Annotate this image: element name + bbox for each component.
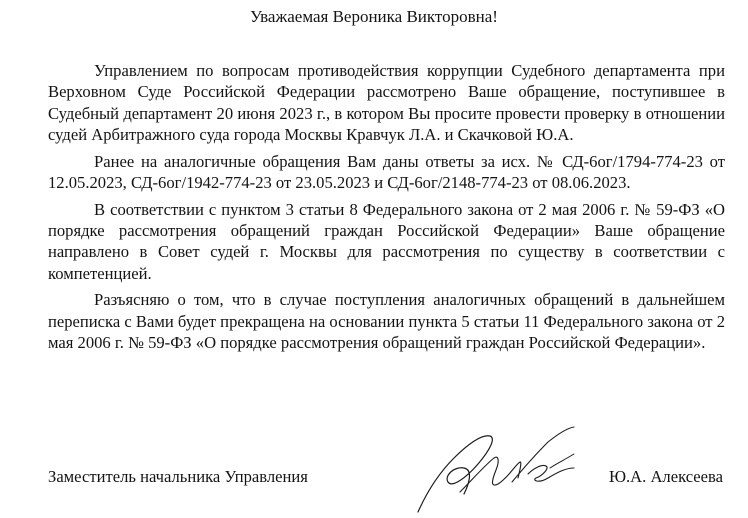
letter-body xyxy=(48,60,725,359)
signature-stroke xyxy=(418,436,492,512)
letter-paragraph: Ранее на аналогичные обращения Вам даны ответы за исх. № СД-6ог/1794-774-23 от 12.05.2023, СД-6ог/1942-774-23 от 23.05.2023 и СД-6ог/2148-774-23 от 08.06.2023. xyxy=(48,151,725,192)
letter-paragraph: Управлением по вопросам противодействия коррупции Судебного департамента при Верховном Суде Российской Федерации рассмотрено Ваше обращение, поступившее в Судебный департамент 20 июня 2023 г., в котором Вы просите провести проверку в отношении судей Арбитражного суда города Москвы Кравчук Л.А. и Скачковой Ю.А. xyxy=(48,61,725,144)
signature-stroke xyxy=(550,454,574,468)
handwritten-signature xyxy=(408,424,598,516)
letter-paragraph: Разъясняю о том, что в случае поступления аналогичных обращений в дальнейшем переписка с Вами будет прекращена на основании пункта 5 статьи 11 Федерального закона от 2 мая 2006 г. № 59-ФЗ «О порядке рассмотрения обращений граждан Российской Федерации». xyxy=(48,290,725,353)
letter-paragraph: В соответствии с пунктом 3 статьи 8 Федерального закона от 2 мая 2006 г. № 59-ФЗ «О порядке рассмотрения обращений граждан Российской Федерации» Ваше обращение направлено в Совет судей г. Москвы для рассмотрения по существу в соответствии с компетенцией. xyxy=(48,199,725,283)
signer-title: Заместитель начальника Управления xyxy=(48,467,308,486)
signer-name: Ю.А. Алексеева xyxy=(608,467,723,486)
letter-salutation: Уважаемая Вероника Викторовна! xyxy=(250,7,498,26)
